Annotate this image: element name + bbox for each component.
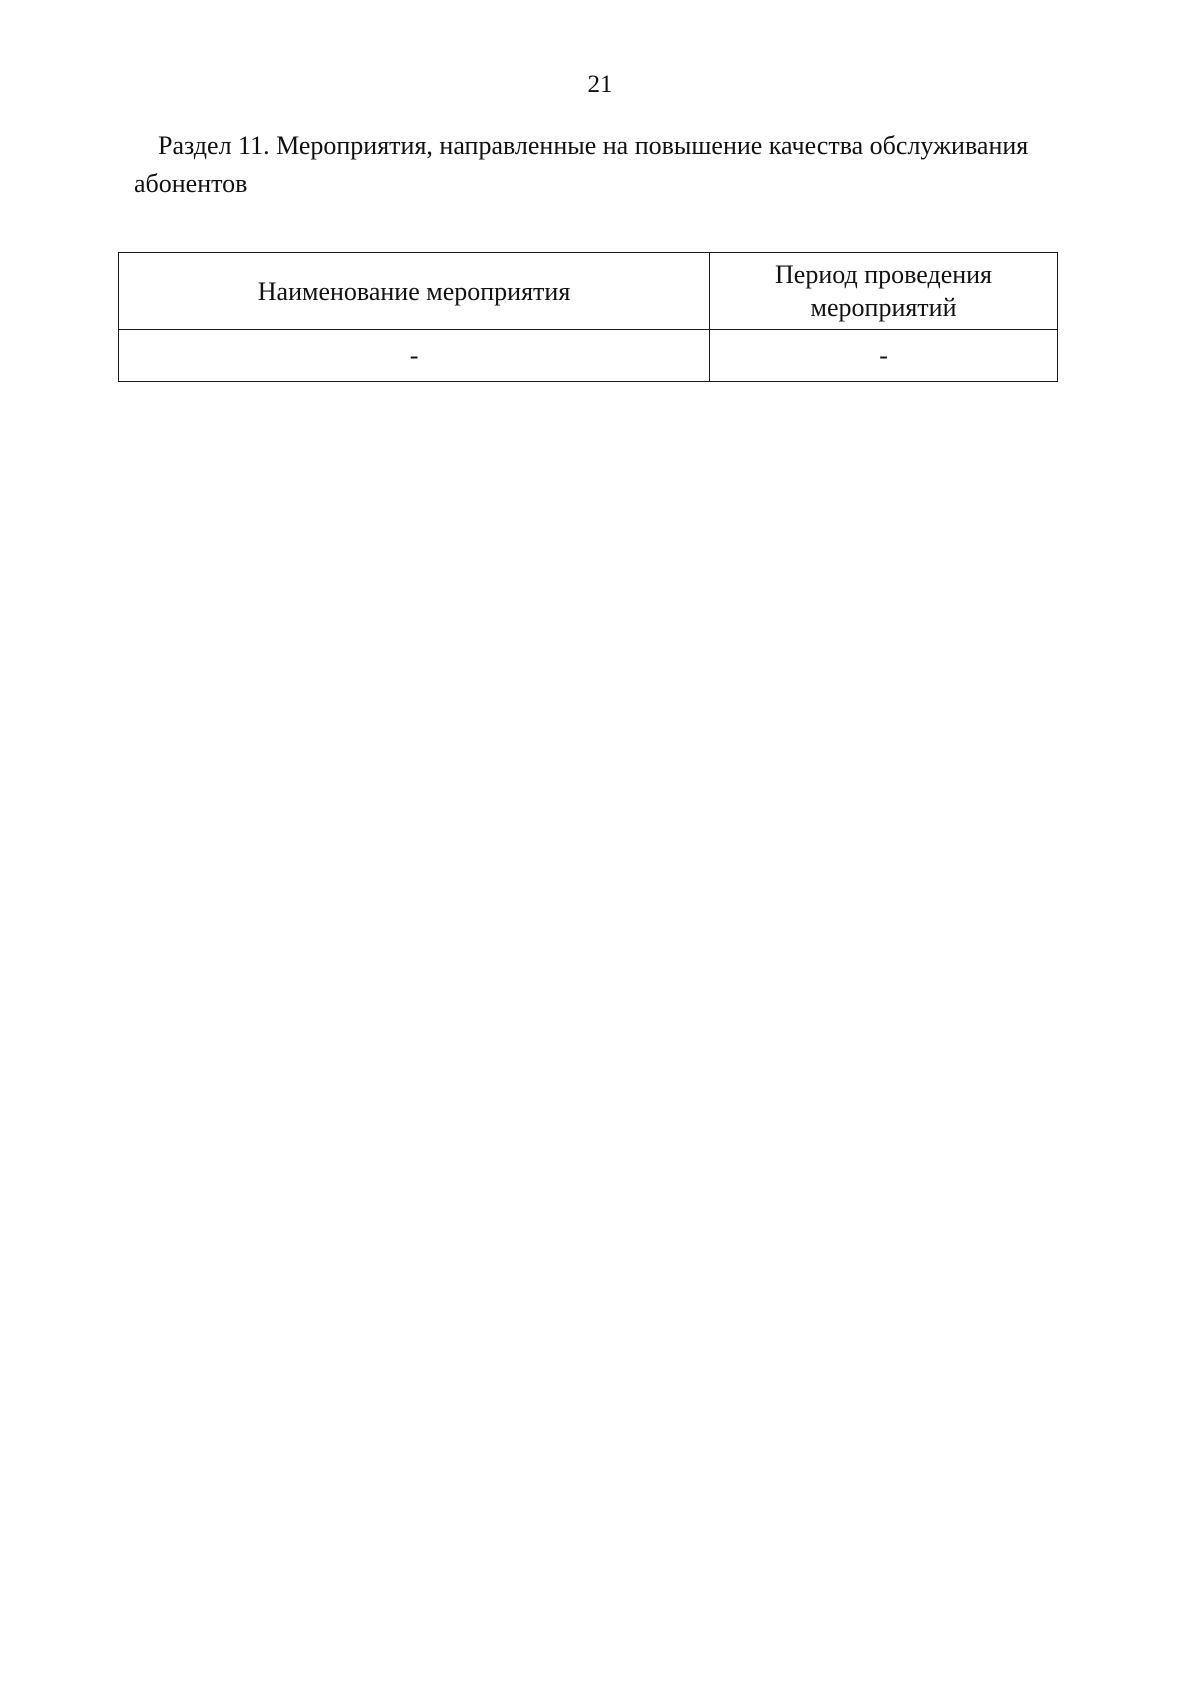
section-heading-line-2: абонентов bbox=[134, 169, 248, 198]
column-header-activity-name: Наименование мероприятия bbox=[119, 253, 710, 330]
cell-activity-name: - bbox=[119, 330, 710, 382]
cell-period: - bbox=[710, 330, 1058, 382]
page-number: 21 bbox=[587, 71, 613, 98]
column-header-period: Период проведения мероприятий bbox=[710, 253, 1058, 330]
activities-table bbox=[118, 252, 1058, 382]
section-heading-line-1: Раздел 11. Мероприятия, направленные на повышение качества обслуживания bbox=[158, 131, 1029, 160]
section-heading bbox=[134, 127, 1094, 203]
header-row bbox=[119, 253, 1058, 330]
table-row bbox=[119, 330, 1058, 382]
table-header bbox=[119, 253, 1058, 330]
table-body bbox=[119, 330, 1058, 382]
